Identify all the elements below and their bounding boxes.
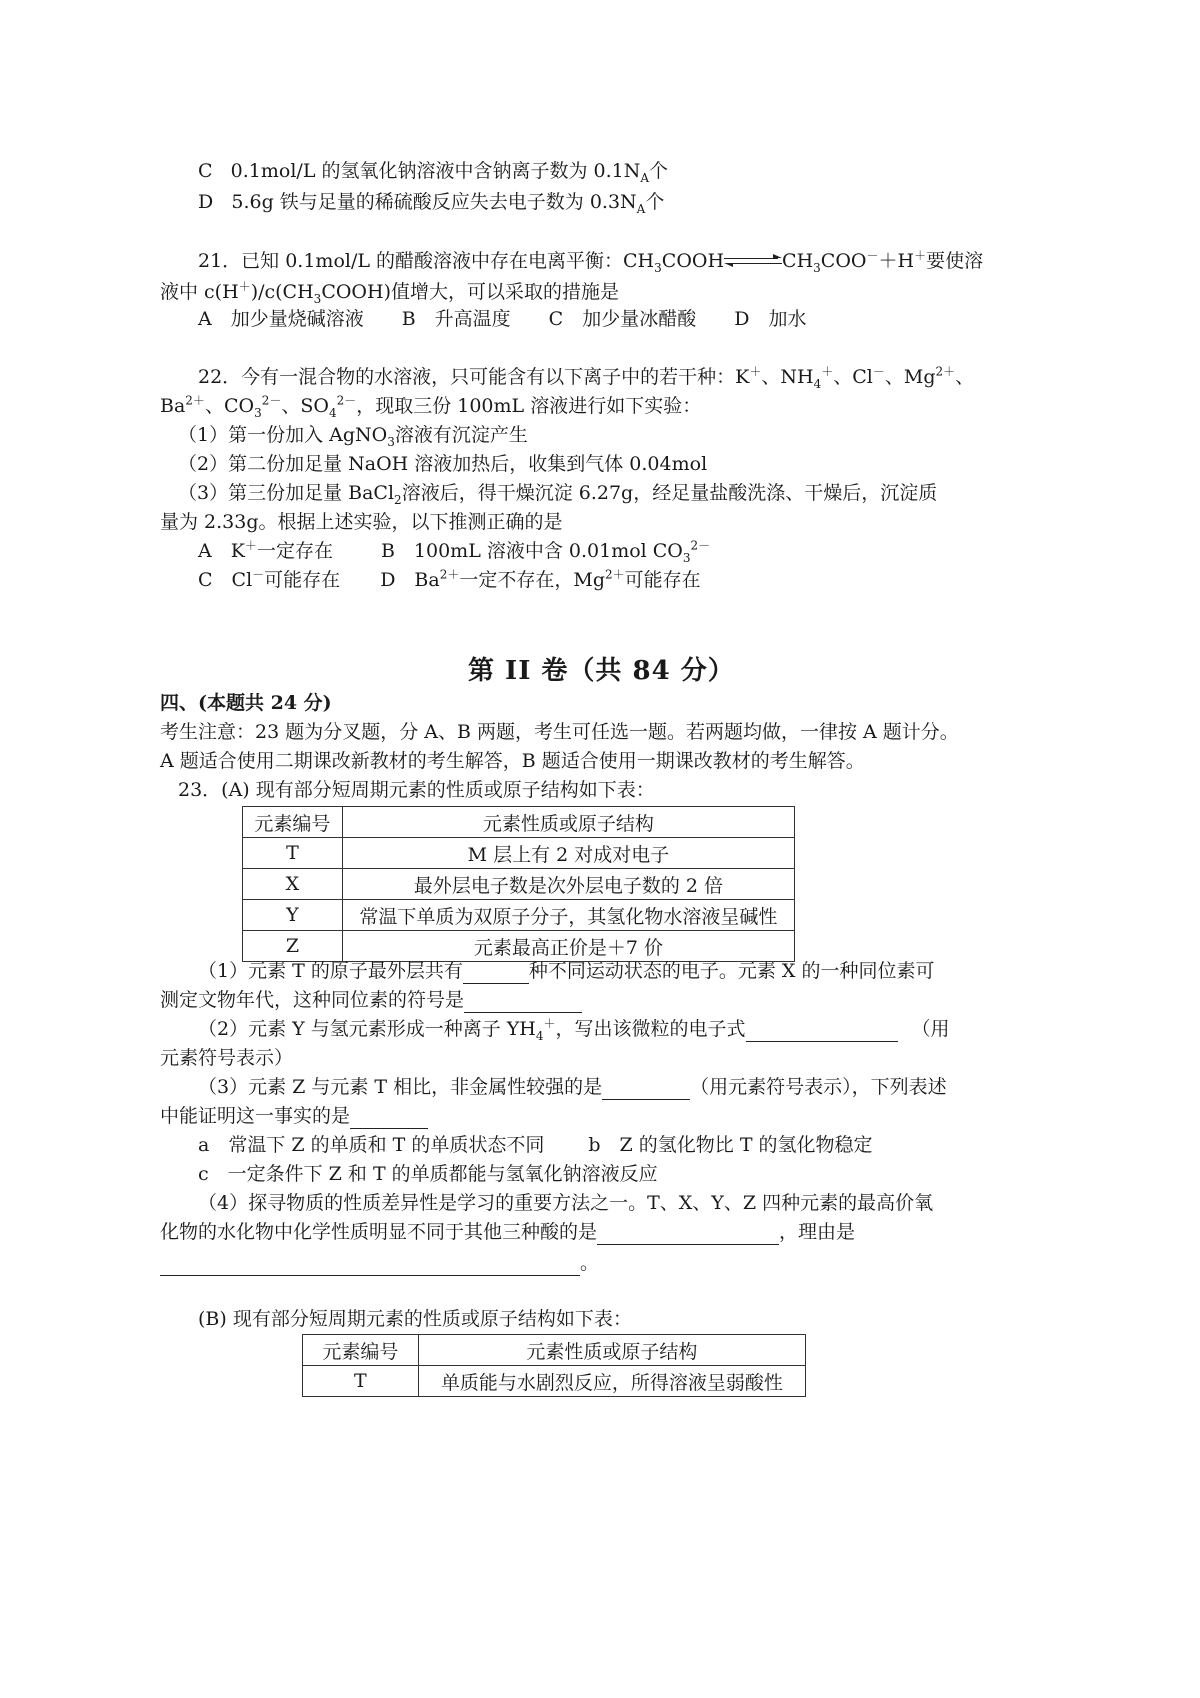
part-heading: 四、(本题共 24 分) (160, 692, 332, 714)
q22-step-1: （1）第一份加入 AgNO$_3$溶液有沉淀产生 (178, 424, 528, 449)
q22-options-cd: C Cl－可能存在 D $Ba^{2+}$一定不存在，$Mg^{2+}$可能存在 (198, 567, 701, 591)
table-header-cell: 元素编号 (303, 1335, 419, 1366)
answer-blank[interactable] (597, 1224, 779, 1245)
q22-stem-line2: $Ba^{2+}$、$CO_3^{2-}$、$SO_4^{2-}$，现取三份 100mL 溶液进行如下实验： (160, 393, 702, 420)
table-cell: 最外层电子数是次外层电子数的 2 倍 (342, 869, 794, 900)
table-row (243, 838, 795, 869)
table-cell: T (303, 1366, 419, 1397)
table-row (243, 931, 795, 962)
element-table-a (242, 806, 795, 962)
q23a-part1-cont: 测定文物年代，这种同位素的符号是 (160, 987, 582, 1013)
table-row (303, 1366, 806, 1397)
table-header-row (243, 807, 795, 838)
table-cell: 常温下单质为双原子分子，其氢化物水溶液呈碱性 (342, 900, 794, 931)
q22-step-3: （3）第三份加足量 BaCl$_2$溶液后，得干燥沉淀 6.27g，经足量盐酸洗涤、干燥后，沉淀质 (178, 482, 938, 507)
answer-blank[interactable] (602, 1079, 690, 1100)
table-header-cell: 元素性质或原子结构 (342, 807, 794, 838)
section-note-2: A 题适合使用二期课改新教材的考生解答，B 题适合使用一期课改教材的考生解答。 (160, 750, 865, 772)
answer-blank[interactable] (746, 1021, 898, 1042)
table-header-row (303, 1335, 806, 1366)
equilibrium-arrow-icon (724, 255, 782, 269)
q23a-part1: （1）元素 T 的原子最外层共有 种不同运动状态的电子。元素 X 的一种同位素可 (198, 960, 935, 982)
q23a-part2-cont: 元素符号表示） (160, 1047, 294, 1069)
table-row (243, 900, 795, 931)
q23a-part4-cont: 化物的水化物中化学性质明显不同于其他三种酸的是 ，理由是 (160, 1221, 856, 1243)
q23a-intro: 23．(A) 现有部分短周期元素的性质或原子结构如下表： (178, 779, 655, 801)
q21-options: A 加少量烧碱溶液 B 升高温度 C 加少量冰醋酸 D 加水 (198, 308, 807, 330)
answer-blank[interactable] (160, 1255, 580, 1276)
q20-option-c: C 0.1mol/L 的氢氧化钠溶液中含钠离子数为 $0.1N_A$个 (198, 160, 669, 185)
q22-step-3-cont: 量为 2.33g。根据上述实验，以下推测正确的是 (160, 511, 563, 533)
table-cell: T (243, 838, 343, 869)
q21-stem-line1: 21．已知 0.1mol/L 的醋酸溶液中存在电离平衡：$CH_3COOH$ $CH_3COO^-+H^+$要使溶 (198, 248, 984, 275)
q22-step-2: （2）第二份加足量 NaOH 溶液加热后，收集到气体 0.04mol (178, 453, 708, 475)
table-header-cell: 元素性质或原子结构 (418, 1335, 805, 1366)
table-row (243, 869, 795, 900)
q23a-part2: （2）元素 Y 与氢元素形成一种离子 $YH_4^+$，写出该微粒的电子式 （用 (198, 1016, 950, 1043)
table-cell: Y (243, 900, 343, 931)
q23a-part3-cont: 中能证明这一事实的是 (160, 1103, 428, 1129)
table-cell: X (243, 869, 343, 900)
section-note-1: 考生注意：23 题为分叉题，分 A、B 两题，考生可任选一题。若两题均做，一律按 A 题计分。 (160, 721, 959, 743)
q23a-part4-reason: 。 (160, 1250, 599, 1276)
answer-blank[interactable] (350, 1108, 428, 1129)
table-cell: M 层上有 2 对成对电子 (342, 838, 794, 869)
table-cell: 单质能与水剧烈反应，所得溶液呈弱酸性 (418, 1366, 805, 1397)
q22-options-ab: A K＋一定存在 B 100mL 溶液中含 0.01mol $CO_3^{2-}$ (198, 538, 711, 565)
q23b-intro: (B) 现有部分短周期元素的性质或原子结构如下表： (198, 1308, 632, 1330)
q23a-part3-option-c: c 一定条件下 Z 和 T 的单质都能与氢氧化钠溶液反应 (198, 1163, 658, 1185)
table-cell: Z (243, 931, 343, 962)
table-header-cell: 元素编号 (243, 807, 343, 838)
q21-stem-line2: 液中 $c(H^+)/c(CH_3COOH)$值增大，可以采取的措施是 (160, 279, 619, 306)
section-title: 第 II 卷（共 84 分） (468, 656, 735, 686)
table-cell: 元素最高正价是＋7 价 (342, 931, 794, 962)
q23a-part4: （4）探寻物质的性质差异性是学习的重要方法之一。T、X、Y、Z 四种元素的最高价氧 (198, 1192, 934, 1214)
q22-stem-line1: 22．今有一混合物的水溶液，只可能含有以下离子中的若干种：K＋、$NH_4^+$、Cl－、$Mg^{2+}$、 (198, 364, 975, 391)
q23a-part3-options-ab: a 常温下 Z 的单质和 T 的单质状态不同 b Z 的氢化物比 T 的氢化物稳定 (198, 1134, 873, 1156)
answer-blank[interactable] (464, 992, 582, 1013)
answer-blank[interactable] (463, 963, 529, 984)
element-table-b (302, 1334, 806, 1397)
q20-option-d: D 5.6g 铁与足量的稀硫酸反应失去电子数为 $0.3N_A$个 (198, 191, 665, 216)
q23a-part3: （3）元素 Z 与元素 T 相比，非金属性较强的是 （用元素符号表示），下列表述 (198, 1076, 947, 1098)
